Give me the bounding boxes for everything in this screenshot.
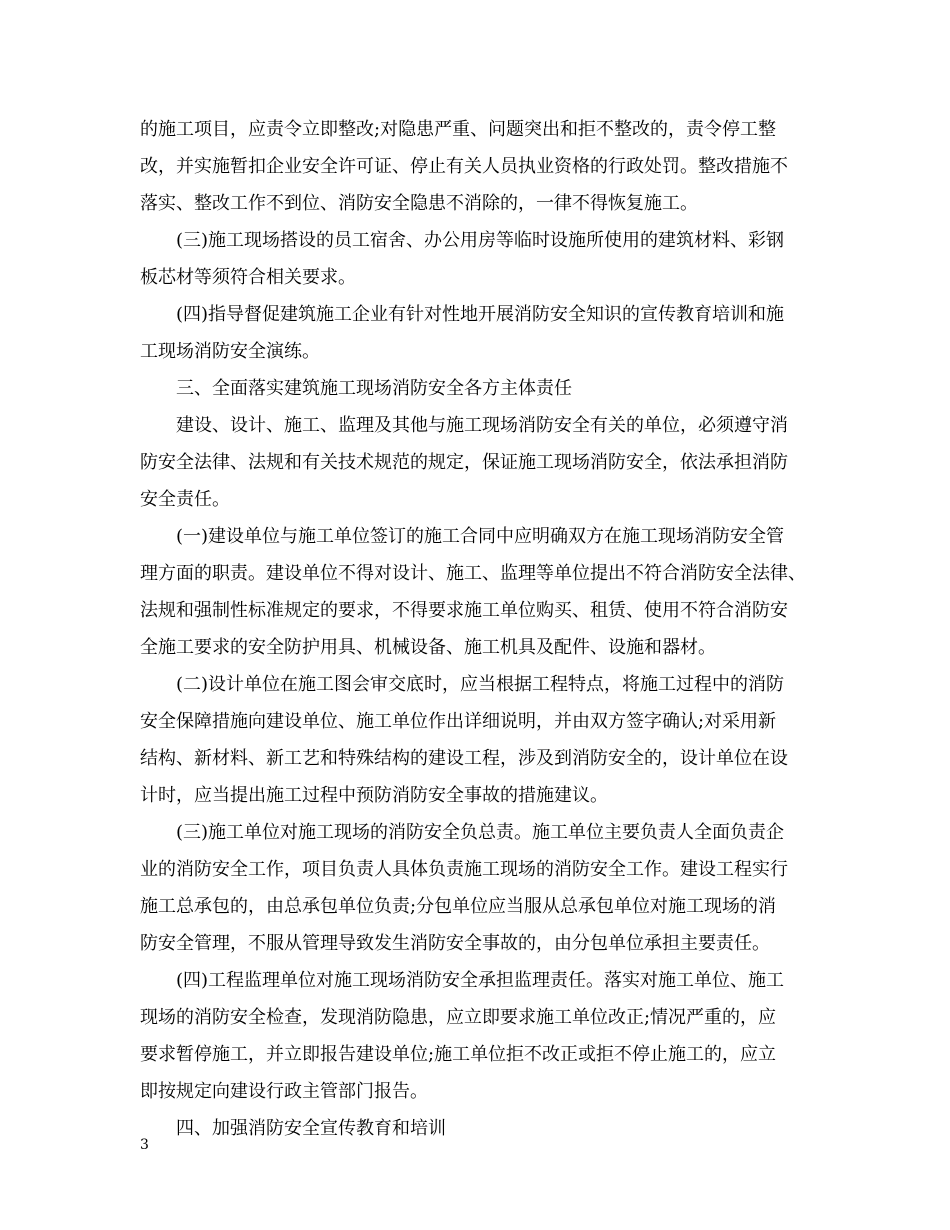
text-line: 结构、新材料、新工艺和特殊结构的建设工程，涉及到消防安全的，设计单位在设 [140,748,788,769]
text-line: 的施工项目，应责令立即整改;对隐患严重、问题突出和拒不整改的，责令停工整 [140,119,777,140]
text-line: (一)建设单位与施工单位签订的施工合同中应明确双方在施工现场消防安全管 [176,526,785,547]
text-line: 建设、设计、施工、监理及其他与施工现场消防安全有关的单位，必须遵守消 [176,415,788,436]
text-line: 全施工要求的安全防护用具、机械设备、施工机具及配件、设施和器材。 [140,637,716,658]
section-heading: 四、加强消防安全宣传教育和培训 [176,1118,446,1139]
text-line: 施工总承包的，由总承包单位负责;分包单位应当服从总承包单位对施工现场的消 [140,896,777,917]
text-line: 安全责任。 [140,489,230,510]
text-line: 理方面的职责。建设单位不得对设计、施工、监理等单位提出不符合消防安全法律、 [140,563,806,584]
text-line: 防安全管理，不服从管理导致发生消防安全事故的，由分包单位承担主要责任。 [140,933,770,954]
text-line: 改，并实施暂扣企业安全许可证、停止有关人员执业资格的行政处罚。整改措施不 [140,156,788,177]
text-line: 工现场消防安全演练。 [140,341,320,362]
text-line: 业的消防安全工作，项目负责人具体负责施工现场的消防安全工作。建设工程实行 [140,859,788,880]
text-line: (三)施工单位对施工现场的消防安全负总责。施工单位主要负责人全面负责企 [176,822,785,843]
text-line: 要求暂停施工，并立即报告建设单位;施工单位拒不改正或拒不停止施工的，应立 [140,1044,777,1065]
text-line: 计时，应当提出施工过程中预防消防安全事故的措施建议。 [140,785,608,806]
text-line: 安全保障措施向建设单位、施工单位作出详细说明，并由双方签字确认;对采用新 [140,711,777,732]
text-line: (三)施工现场搭设的员工宿舍、办公用房等临时设施所使用的建筑材料、彩钢 [176,230,785,251]
page-number: 3 [140,1137,149,1153]
text-line: (四)指导督促建筑施工企业有针对性地开展消防安全知识的宣传教育培训和施 [176,304,785,325]
text-line: 即按规定向建设行政主管部门报告。 [140,1081,428,1102]
text-line: (二)设计单位在施工图会审交底时，应当根据工程特点，将施工过程中的消防 [176,674,785,695]
section-heading: 三、全面落实建筑施工现场消防安全各方主体责任 [176,378,572,399]
text-line: 落实、整改工作不到位、消防安全隐患不消除的，一律不得恢复施工。 [140,193,698,214]
text-line: 法规和强制性标准规定的要求，不得要求施工单位购买、租赁、使用不符合消防安 [140,600,788,621]
text-line: (四)工程监理单位对施工现场消防安全承担监理责任。落实对施工单位、施工 [176,970,785,991]
text-line: 现场的消防安全检查，发现消防隐患，应立即要求施工单位改正;情况严重的，应 [140,1007,777,1028]
text-line: 板芯材等须符合相关要求。 [140,267,356,288]
text-line: 防安全法律、法规和有关技术规范的规定，保证施工现场消防安全，依法承担消防 [140,452,788,473]
